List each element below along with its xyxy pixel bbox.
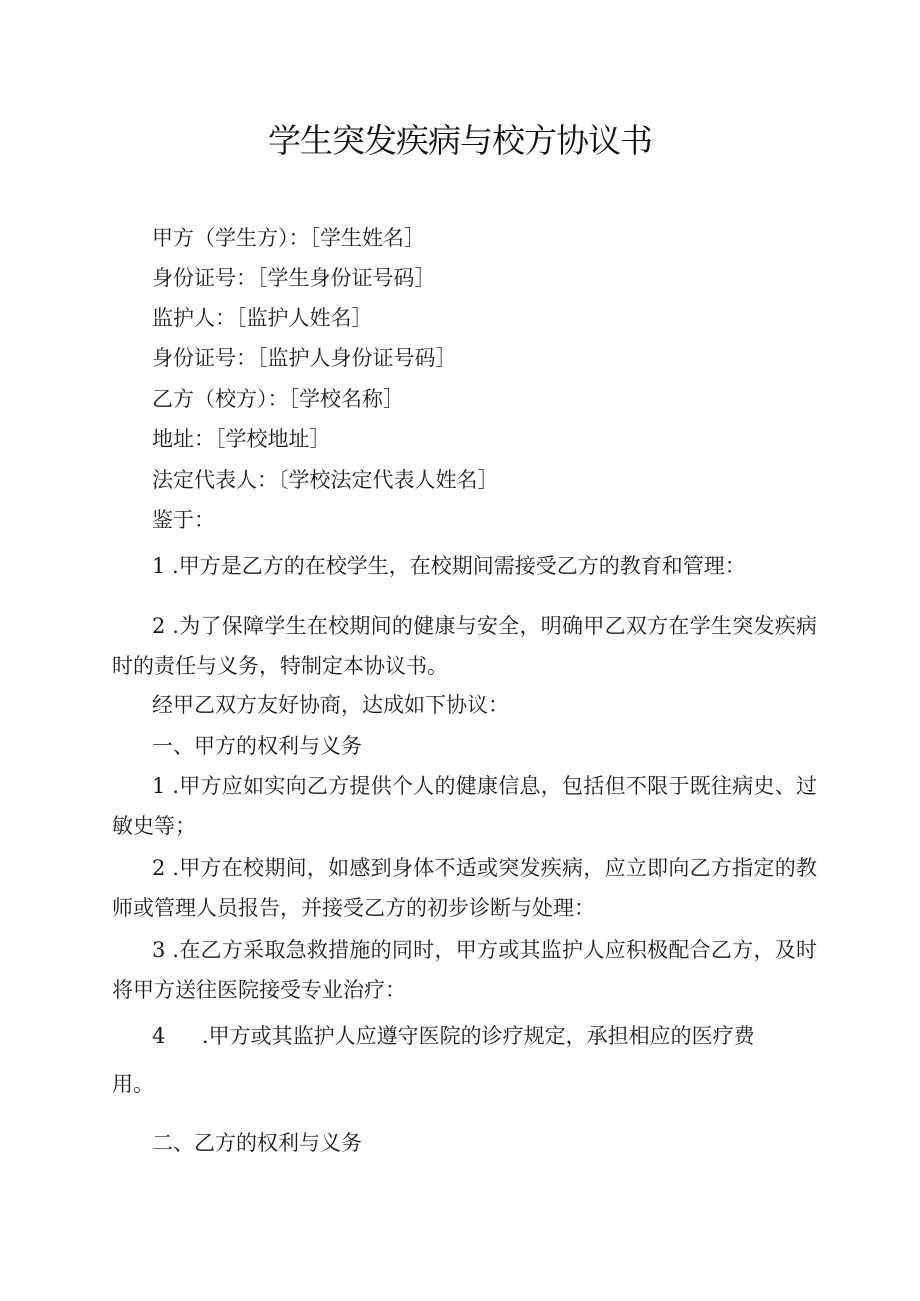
section-1-item-2: 2 .甲方在校期间，如感到身体不适或突发疾病，应立即向乙方指定的教师或管理人员报告，并接受乙方的初步诊断与处理： [112, 856, 817, 920]
whereas-heading: 鉴于： [152, 508, 215, 532]
whereas-item-1: 1 .甲方是乙方的在校学生，在校期间需接受乙方的教育和管理： [152, 554, 746, 578]
section-2-heading: 二、乙方的权利与义务 [152, 1131, 362, 1155]
party-b-line: 乙方（校方）：［学校名称］ [152, 387, 404, 411]
section-1-heading: 一、甲方的权利与义务 [152, 734, 362, 758]
student-id-line: 身份证号：［学生身份证号码］ [152, 266, 436, 290]
address-line: 地址：［学校地址］ [152, 427, 331, 451]
document-title: 学生突发疾病与校方协议书 [268, 121, 652, 160]
section-1-item-4-number: 4 [152, 1024, 166, 1048]
legal-representative-line: 法定代表人：〔学校法定代表人姓名］ [152, 468, 499, 492]
section-1-item-4-continuation: 用。 [112, 1072, 154, 1096]
section-1-item-3: 3 .在乙方采取急救措施的同时，甲方或其监护人应积极配合乙方，及时将甲方送往医院接受专业治疗： [112, 938, 817, 1002]
whereas-item-2: 2 .为了保障学生在校期间的健康与安全，明确甲乙双方在学生突发疾病时的责任与义务，特制定本协议书。 [112, 614, 817, 678]
section-1-item-4-text: .甲方或其监护人应遵守医院的诊疗规定，承担相应的医疗费 [202, 1024, 755, 1048]
section-1-item-4 [152, 1021, 755, 1051]
guardian-id-line: 身份证号：［监护人身份证号码］ [152, 346, 457, 370]
section-1-item-1: 1 .甲方应如实向乙方提供个人的健康信息，包括但不限于既往病史、过敏史等； [112, 774, 817, 838]
guardian-line: 监护人：［监护人姓名］ [152, 306, 373, 330]
agreement-intro: 经甲乙双方友好协商，达成如下协议： [152, 693, 509, 717]
party-a-line: 甲方（学生方）：［学生姓名］ [152, 226, 425, 250]
